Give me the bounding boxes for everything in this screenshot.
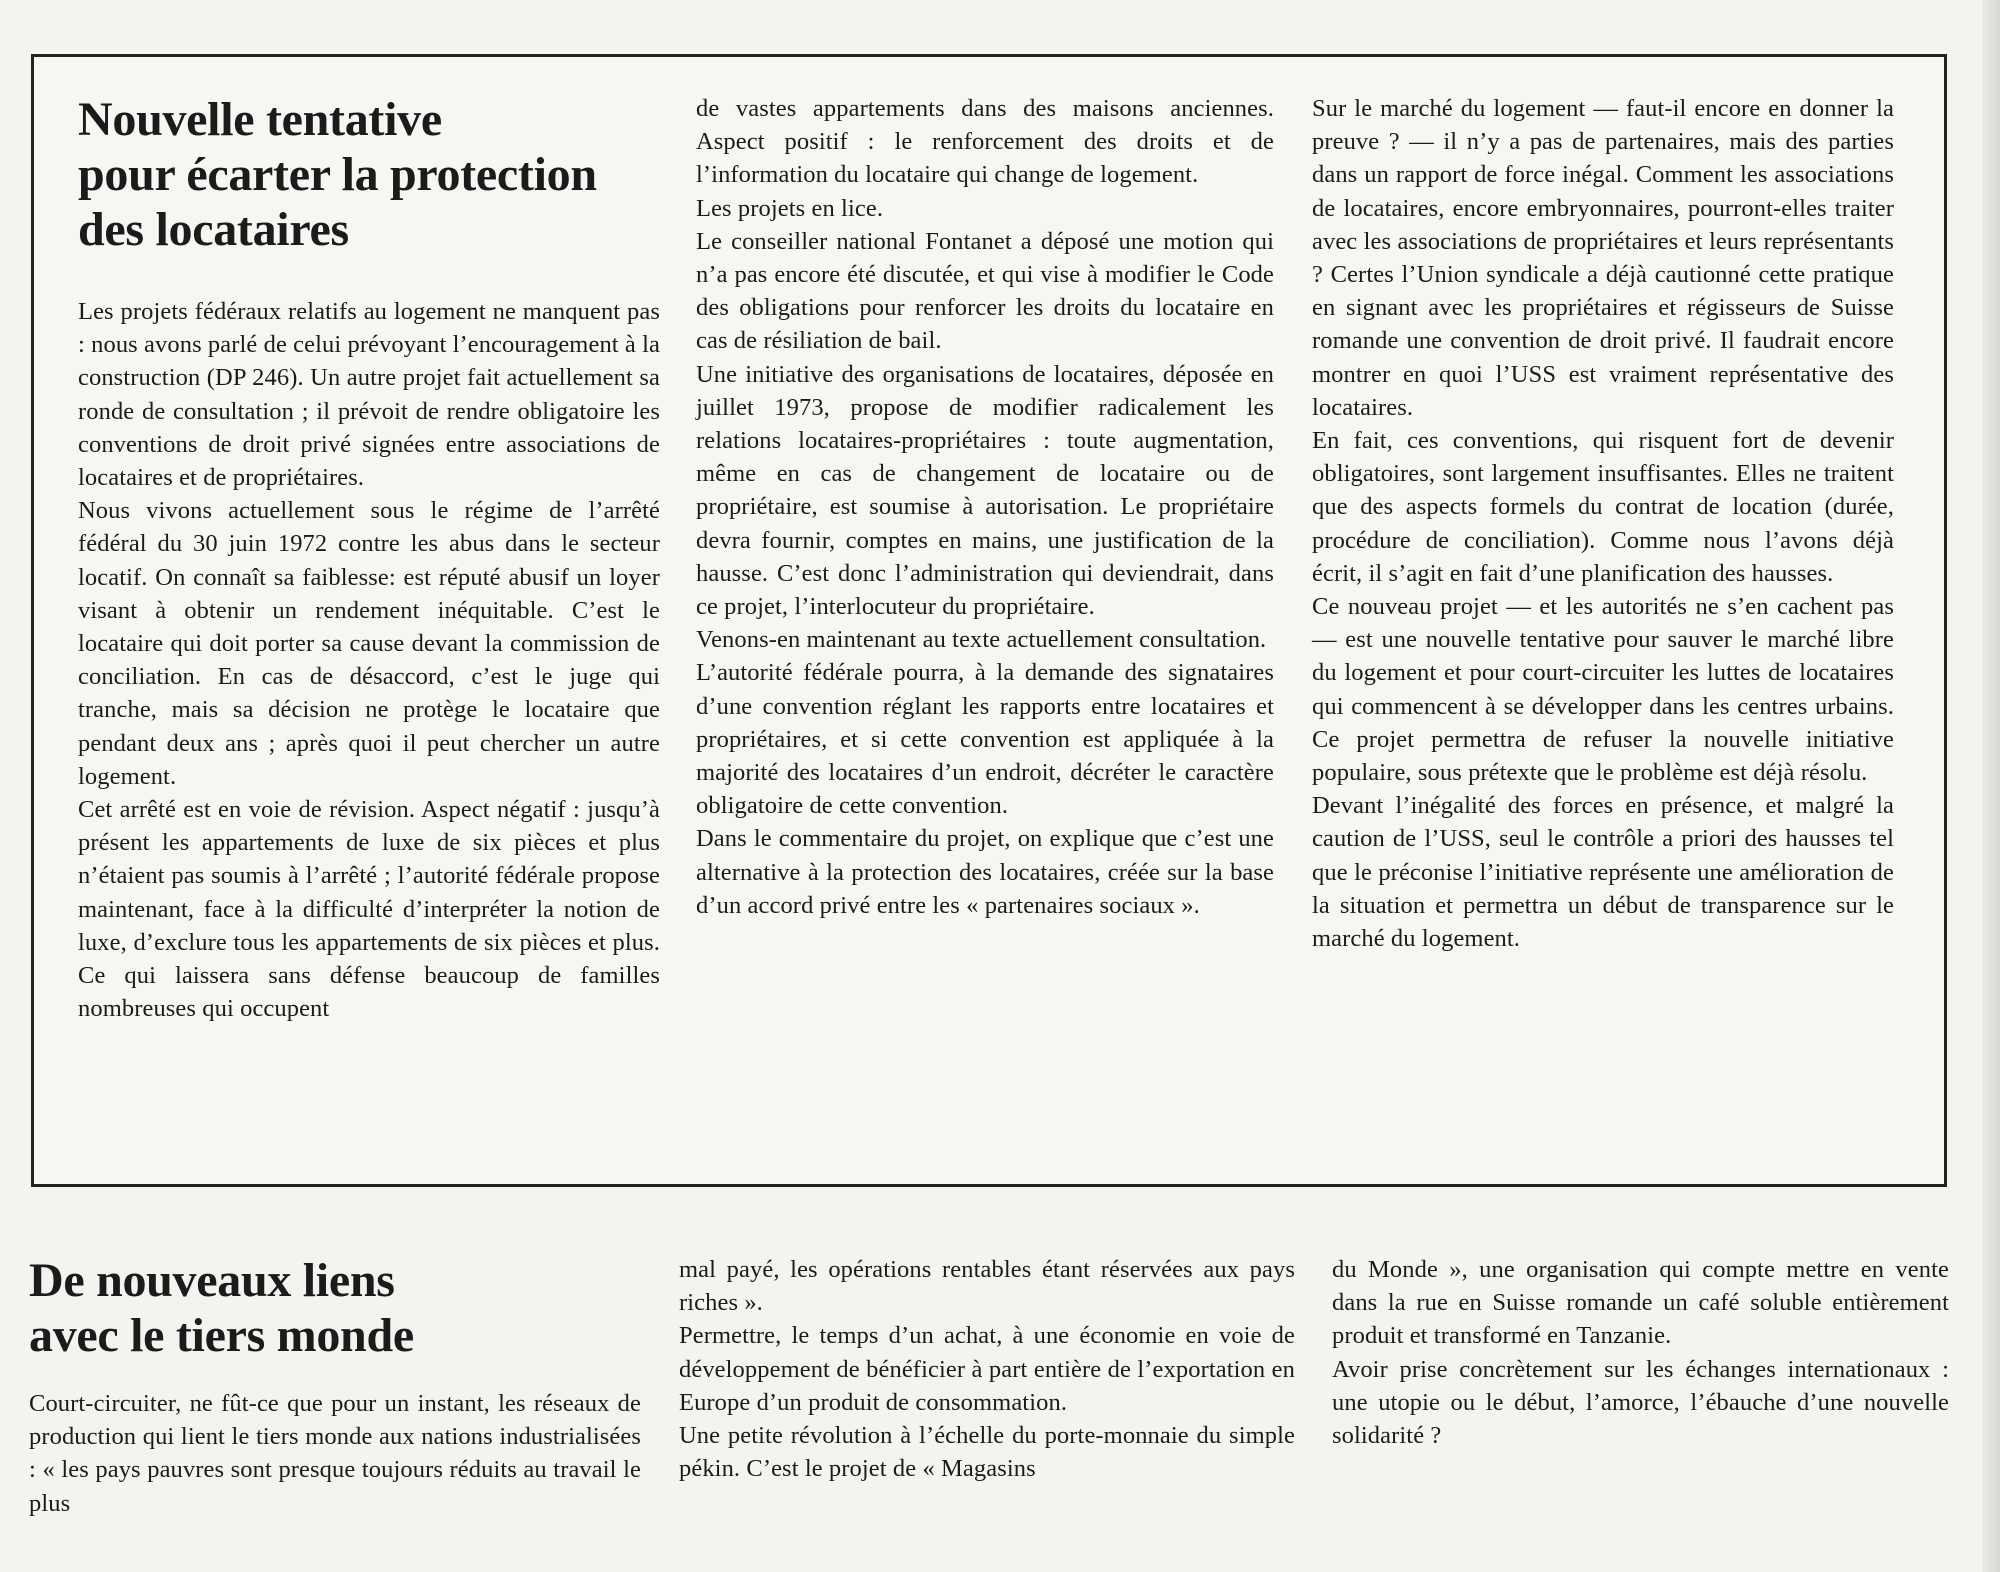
paragraph: Permettre, le temps d’un achat, à une économie en voie de développement de bénéficier à part entière de l’exportation en Europe d’un produit de consommation. bbox=[679, 1322, 1295, 1416]
headline-line: De nouveaux liens bbox=[29, 1254, 395, 1307]
paragraph: Venons-en maintenant au texte actuellement consultation. bbox=[696, 626, 1267, 654]
paragraph: Ce nouveau projet — et les autorités ne s’en cachent pas — est une nouvelle tentative pour sauver le marché libre du logement et pour court-circuiter les luttes de locataires qui commencent à se développer dans les centres urbains. Ce projet permettra de refuser la nouvelle initiative populaire, sous prétexte que le problème est déjà résolu. bbox=[1312, 593, 1894, 787]
paragraph: mal payé, les opérations rentables étant réservées aux pays riches ». bbox=[679, 1256, 1295, 1317]
headline-housing bbox=[78, 92, 660, 257]
headline-third-world bbox=[29, 1253, 641, 1363]
paragraph: Les projets en lice. bbox=[696, 194, 884, 222]
paragraph: Les projets fédéraux relatifs au logement ne manquent pas : nous avons parlé de celui prévoyant l’encouragement à la construction (DP 246). Un autre projet fait actuellement sa ronde de consultation ; il prévoit de rendre obligatoire les conventions de droit privé signées entre associations de locataires et de propriétaires. bbox=[78, 298, 661, 492]
headline-line: avec le tiers monde bbox=[29, 1309, 414, 1362]
paragraph: Avoir prise concrètement sur les échanges internationaux : une utopie ou le début, l’amorce, l’ébauche d’une nouvelle solidarité ? bbox=[1332, 1355, 1949, 1450]
article-third-world-column-2 bbox=[679, 1253, 1295, 1485]
paragraph: Devant l’inégalité des forces en présence, et malgré la caution de l’USS, seul le contrôle a priori des hausses tel que le préconise l’initiative représente une amélioration de la situation et permettra un début de transparence sur le marché du logement. bbox=[1312, 792, 1894, 953]
page-edge bbox=[1982, 0, 2000, 1572]
paragraph: de vastes appartements dans des maisons anciennes. Aspect positif : le renforcement des droits et de l’information du locataire qui change de logement. bbox=[696, 95, 1274, 189]
paragraph: Dans le commentaire du projet, on explique que c’est une alternative à la protection des locataires, créée sur la base d’un accord privé entre les « partenaires sociaux ». bbox=[696, 825, 1274, 919]
paragraph: Cet arrêté est en voie de révision. Aspect négatif : jusqu’à présent les appartements de luxe de six pièces et plus n’étaient pas soumis à l’arrêté ; l’autorité fédérale propose maintenant, face à la difficulté d’interpréter la notion de luxe, d’exclure tous les appartements de six pièces et plus. Ce qui laissera sans défense beaucoup de familles nombreuses qui occupent bbox=[78, 796, 660, 1023]
paragraph: Court-circuiter, ne fût-ce que pour un instant, les réseaux de production qui lient le tiers monde aux nations industrialisées : « les pays pauvres sont presque toujours réduits au travail le plus bbox=[29, 1390, 641, 1517]
article-third-world-column-3 bbox=[1332, 1253, 1949, 1452]
paragraph: Une initiative des organisations de locataires, déposée en juillet 1973, propose de modifier radicalement les relations locataires-propriétaires : toute augmentation, même en cas de changement de locataire ou de propriétaire, est soumise à autorisation. Le propriétaire devra fournir, comptes en mains, une justification de la hausse. C’est donc l’administration qui deviendrait, dans ce projet, l’interlocuteur du propriétaire. bbox=[696, 360, 1274, 621]
paragraph: Une petite révolution à l’échelle du porte-monnaie du simple pékin. C’est le projet de « Magasins bbox=[679, 1422, 1295, 1483]
article-housing-column-3 bbox=[1312, 92, 1894, 955]
article-housing-column-2 bbox=[696, 92, 1274, 922]
article-third-world-column-1 bbox=[29, 1253, 641, 1520]
paragraph: L’autorité fédérale pourra, à la demande des signataires d’une convention réglant les rapports entre locataires et propriétaires, et si cette convention est appliquée à la majorité des locataires d’un endroit, décréter le caractère obligatoire de cette convention. bbox=[696, 659, 1274, 820]
headline-line: Nouvelle tentative bbox=[78, 93, 442, 146]
headline-line: des locataires bbox=[78, 203, 349, 256]
paragraph: Sur le marché du logement — faut-il encore en donner la preuve ? — il n’y a pas de partenaires, mais des parties dans un rapport de force inégal. Comment les associations de locataires, encore embryonnaires, pourront-elles traiter avec les associations de propriétaires et leurs représentants ? Certes l’Union syndicale a déjà cautionné cette pratique en signant avec les propriétaires et régisseurs de Suisse romande une convention de droit privé. Il faudrait encore montrer en quoi l’USS est vraiment représentative des locataires. bbox=[1312, 95, 1894, 421]
paragraph: En fait, ces conventions, qui risquent fort de devenir obligatoires, sont largement insuffisantes. Elles ne traitent que des aspects formels du contrat de location (durée, procédure de conciliation). Comme nous l’avons déjà écrit, il s’agit en fait d’une planification des hausses. bbox=[1312, 427, 1894, 587]
paragraph: du Monde », une organisation qui compte mettre en vente dans la rue en Suisse romande un café soluble entièrement produit et transformé en Tanzanie. bbox=[1332, 1256, 1949, 1350]
headline-line: pour écarter la protection bbox=[78, 148, 597, 201]
paragraph: Le conseiller national Fontanet a déposé une motion qui n’a pas encore été discutée, et qui vise à modifier le Code des obligations pour renforcer les droits du locataire en cas de résiliation de bail. bbox=[696, 227, 1274, 355]
article-housing-column-1 bbox=[78, 92, 660, 1025]
paragraph: Nous vivons actuellement sous le régime de l’arrêté fédéral du 30 juin 1972 contre les abus dans le secteur locatif. On connaît sa faiblesse: est réputé abusif un loyer visant à obtenir un rendement inéquitable. C’est le locataire qui doit porter sa cause devant la commission de conciliation. En cas de désaccord, c’est le juge qui tranche, mais sa décision ne protège le locataire que pendant deux ans ; après quoi il peut chercher un autre logement. bbox=[78, 497, 660, 790]
